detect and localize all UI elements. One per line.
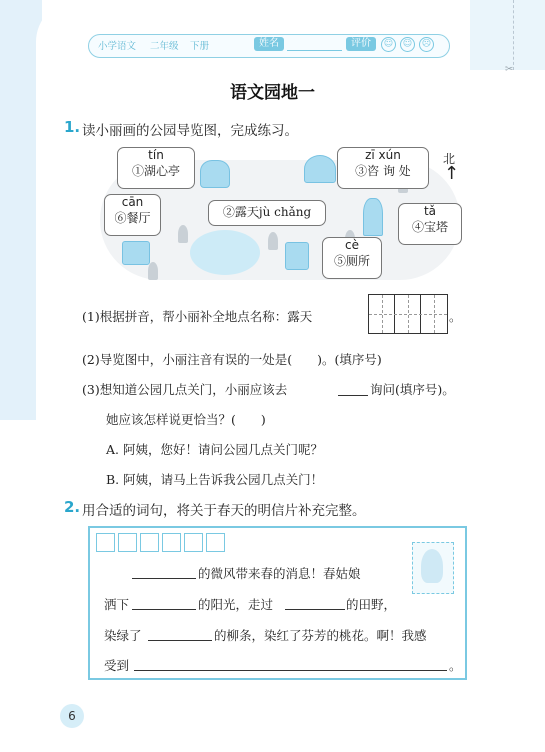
pagoda-illustration: [363, 198, 383, 236]
answer-blank[interactable]: [285, 609, 345, 610]
info-center-illustration: [304, 155, 336, 183]
map-label-pagoda: tǎ ④宝塔: [398, 203, 462, 245]
postcard: [88, 526, 467, 680]
postal-code-box[interactable]: [206, 533, 225, 552]
postcard-line-1: 的微风带来春的消息！春姑娘: [198, 566, 361, 581]
postcard-line-3b: 的柳条，染红了芬芳的桃花。啊！我感: [214, 628, 427, 643]
scissors-icon: ✂: [505, 64, 514, 75]
header-term: 下册: [190, 41, 210, 52]
postal-code-box[interactable]: [162, 533, 181, 552]
grid-guide: [434, 295, 435, 333]
sub-question-3: (3)想知道公园几点关门，小丽应该去: [82, 382, 288, 397]
postal-code-box[interactable]: [184, 533, 203, 552]
question-text: 用合适的词句，将关于春天的明信片补充完整。: [82, 503, 366, 519]
lake: [190, 230, 260, 275]
stamp-illustration: [412, 542, 454, 594]
header-subject: 小学语文: [98, 41, 137, 52]
postal-code-box[interactable]: [96, 533, 115, 552]
postcard-line-3a: 染绿了: [104, 628, 142, 643]
sub-question-1: (1)根据拼音，帮小丽补全地点名称：露天: [82, 309, 313, 324]
page-number: 6: [60, 704, 84, 728]
answer-blank[interactable]: [132, 609, 196, 610]
postal-code-box[interactable]: [140, 533, 159, 552]
postcard-line-4a: 受到: [104, 658, 130, 673]
postcard-line-2c: 的田野，: [346, 597, 397, 612]
map-label-lake-pavilion: tín ①湖心亭: [117, 147, 195, 189]
pavilion-illustration: [200, 160, 230, 188]
name-label: 姓名: [254, 37, 284, 51]
sub-question-2: (2)导览图中，小丽注音有误的一处是( )。(填序号): [82, 352, 382, 367]
answer-blank[interactable]: [148, 640, 212, 641]
corner-decoration: [470, 0, 545, 70]
header-grade: 二年级: [150, 41, 179, 52]
map-label-theater: ②露天jù chǎng: [208, 200, 326, 226]
restaurant-illustration: [122, 241, 150, 265]
tree-icon: [178, 225, 188, 243]
option-b[interactable]: B. 阿姨，请马上告诉我公园几点关门！: [106, 472, 324, 487]
question-number: 1.: [64, 118, 81, 136]
north-arrow-icon: ↑: [444, 163, 460, 184]
map-label-info-desk: zī xún ③咨 询 处: [337, 147, 429, 189]
flower-illustration: [421, 549, 443, 583]
tree-icon: [268, 232, 278, 250]
postcard-line-2a: 洒下: [104, 597, 130, 612]
tree-icon: [148, 262, 158, 280]
grid-guide: [408, 295, 409, 333]
smile-face-icon[interactable]: ☺: [400, 37, 415, 52]
writing-grid[interactable]: [368, 294, 448, 334]
answer-blank[interactable]: [134, 670, 447, 671]
sub-question-3-prompt: 她应该怎样说更恰当？( ): [106, 412, 266, 427]
question-number: 2.: [64, 498, 81, 516]
north-label: 北: [443, 152, 456, 166]
smile-face-icon[interactable]: ☺: [381, 37, 396, 52]
sad-face-icon[interactable]: ☹: [419, 37, 434, 52]
dashed-line: [513, 0, 514, 70]
map-label-restaurant: cān ⑥餐厅: [104, 194, 161, 236]
restroom-illustration: [285, 242, 309, 270]
page-title: 语文园地一: [230, 83, 315, 103]
option-a[interactable]: A. 阿姨，您好！请问公园几点关门呢？: [106, 442, 323, 457]
grid-guide: [382, 295, 383, 333]
question-text: 读小丽画的公园导览图，完成练习。: [82, 123, 298, 139]
postcard-line-2b: 的阳光，走过: [198, 597, 274, 612]
answer-blank[interactable]: [132, 578, 196, 579]
answer-blank[interactable]: [338, 395, 368, 396]
name-field[interactable]: [287, 50, 342, 51]
sub-question-3-end: 询问(填序号)。: [370, 382, 455, 397]
postcard-line-4b: 。: [449, 658, 462, 673]
map-label-restroom: cè ⑤厕所: [322, 237, 382, 279]
postal-code-box[interactable]: [118, 533, 137, 552]
sub-question-1-end: 。: [449, 309, 462, 324]
eval-label: 评价: [346, 37, 376, 51]
